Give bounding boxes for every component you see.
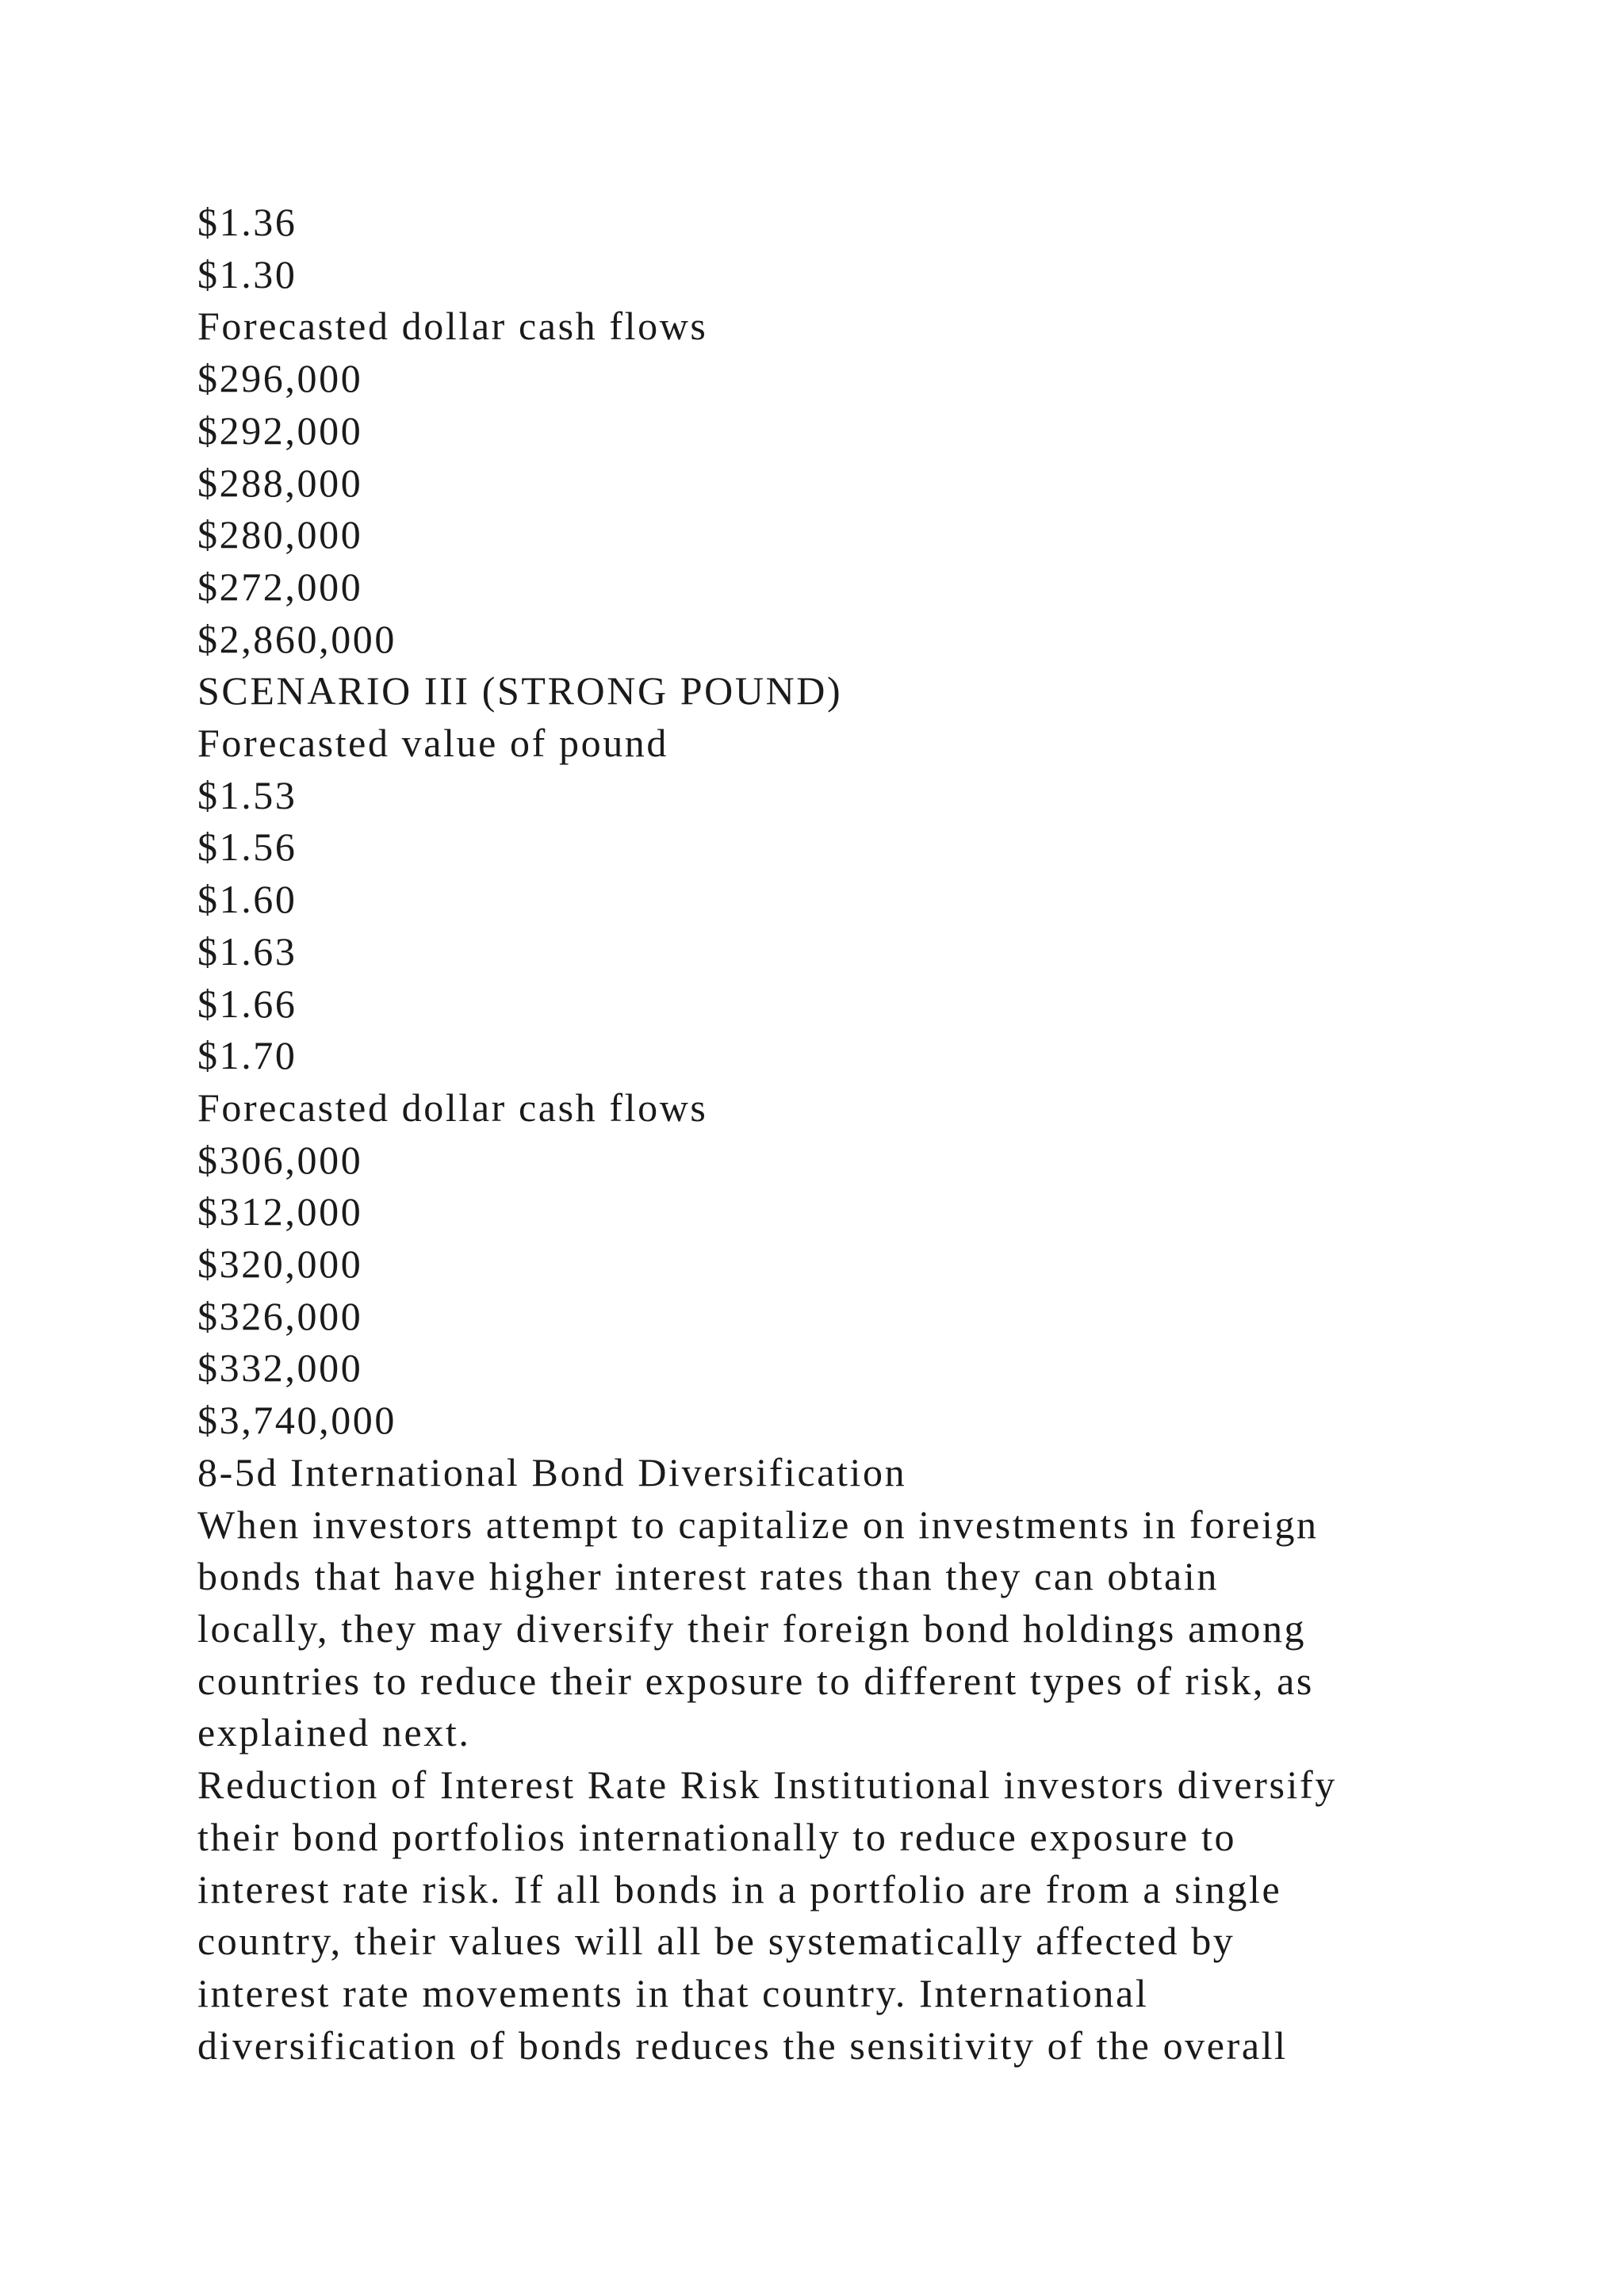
paragraph-line: locally, they may diversify their foreign bond holdings among <box>197 1605 1307 1651</box>
paragraph-line: bonds that have higher interest rates than they can obtain <box>197 1554 1219 1599</box>
paragraph-line: their bond portfolios internationally to reduce exposure to <box>197 1814 1237 1859</box>
paragraph-line: explained next. <box>197 1710 471 1755</box>
text-line: $2,860,000 <box>197 616 396 661</box>
document-body <box>197 197 1545 2072</box>
scenario-heading: SCENARIO III (STRONG POUND) <box>197 668 843 714</box>
text-line: $272,000 <box>197 564 363 609</box>
paragraph-line: diversification of bonds reduces the sensitivity of the overall <box>197 2022 1288 2068</box>
text-line: $1.30 <box>197 251 297 297</box>
section-heading: 8-5d International Bond Diversification <box>197 1449 907 1494</box>
text-line: $1.70 <box>197 1033 297 1078</box>
paragraph-line: When investors attempt to capitalize on investments in foreign <box>197 1502 1319 1547</box>
text-line: $332,000 <box>197 1345 363 1391</box>
section-label: Forecasted dollar cash flows <box>197 1085 708 1130</box>
text-line: $306,000 <box>197 1137 363 1182</box>
text-line: $288,000 <box>197 460 363 505</box>
text-line: $326,000 <box>197 1293 363 1338</box>
text-line: $312,000 <box>197 1189 363 1234</box>
section-label: Forecasted value of pound <box>197 721 669 766</box>
text-line: $1.56 <box>197 825 297 870</box>
text-line: $280,000 <box>197 512 363 557</box>
text-line: $296,000 <box>197 356 363 401</box>
paragraph-line: country, their values will all be systematically affected by <box>197 1919 1235 1964</box>
text-line: $1.66 <box>197 981 297 1026</box>
text-line: $1.60 <box>197 877 297 922</box>
text-line: $292,000 <box>197 408 363 453</box>
text-line: $1.63 <box>197 928 297 974</box>
paragraph-line: countries to reduce their exposure to different types of risk, as <box>197 1658 1314 1703</box>
paragraph-line: interest rate risk. If all bonds in a portfolio are from a single <box>197 1866 1282 1911</box>
text-line: $3,740,000 <box>197 1398 396 1443</box>
paragraph-line: interest rate movements in that country. International <box>197 1970 1149 2015</box>
paragraph-line: Reduction of Interest Rate Risk Institutional investors diversify <box>197 1762 1337 1808</box>
text-line: $320,000 <box>197 1242 363 1287</box>
section-label: Forecasted dollar cash flows <box>197 304 708 349</box>
text-line: $1.36 <box>197 200 297 244</box>
text-line: $1.53 <box>197 772 297 817</box>
